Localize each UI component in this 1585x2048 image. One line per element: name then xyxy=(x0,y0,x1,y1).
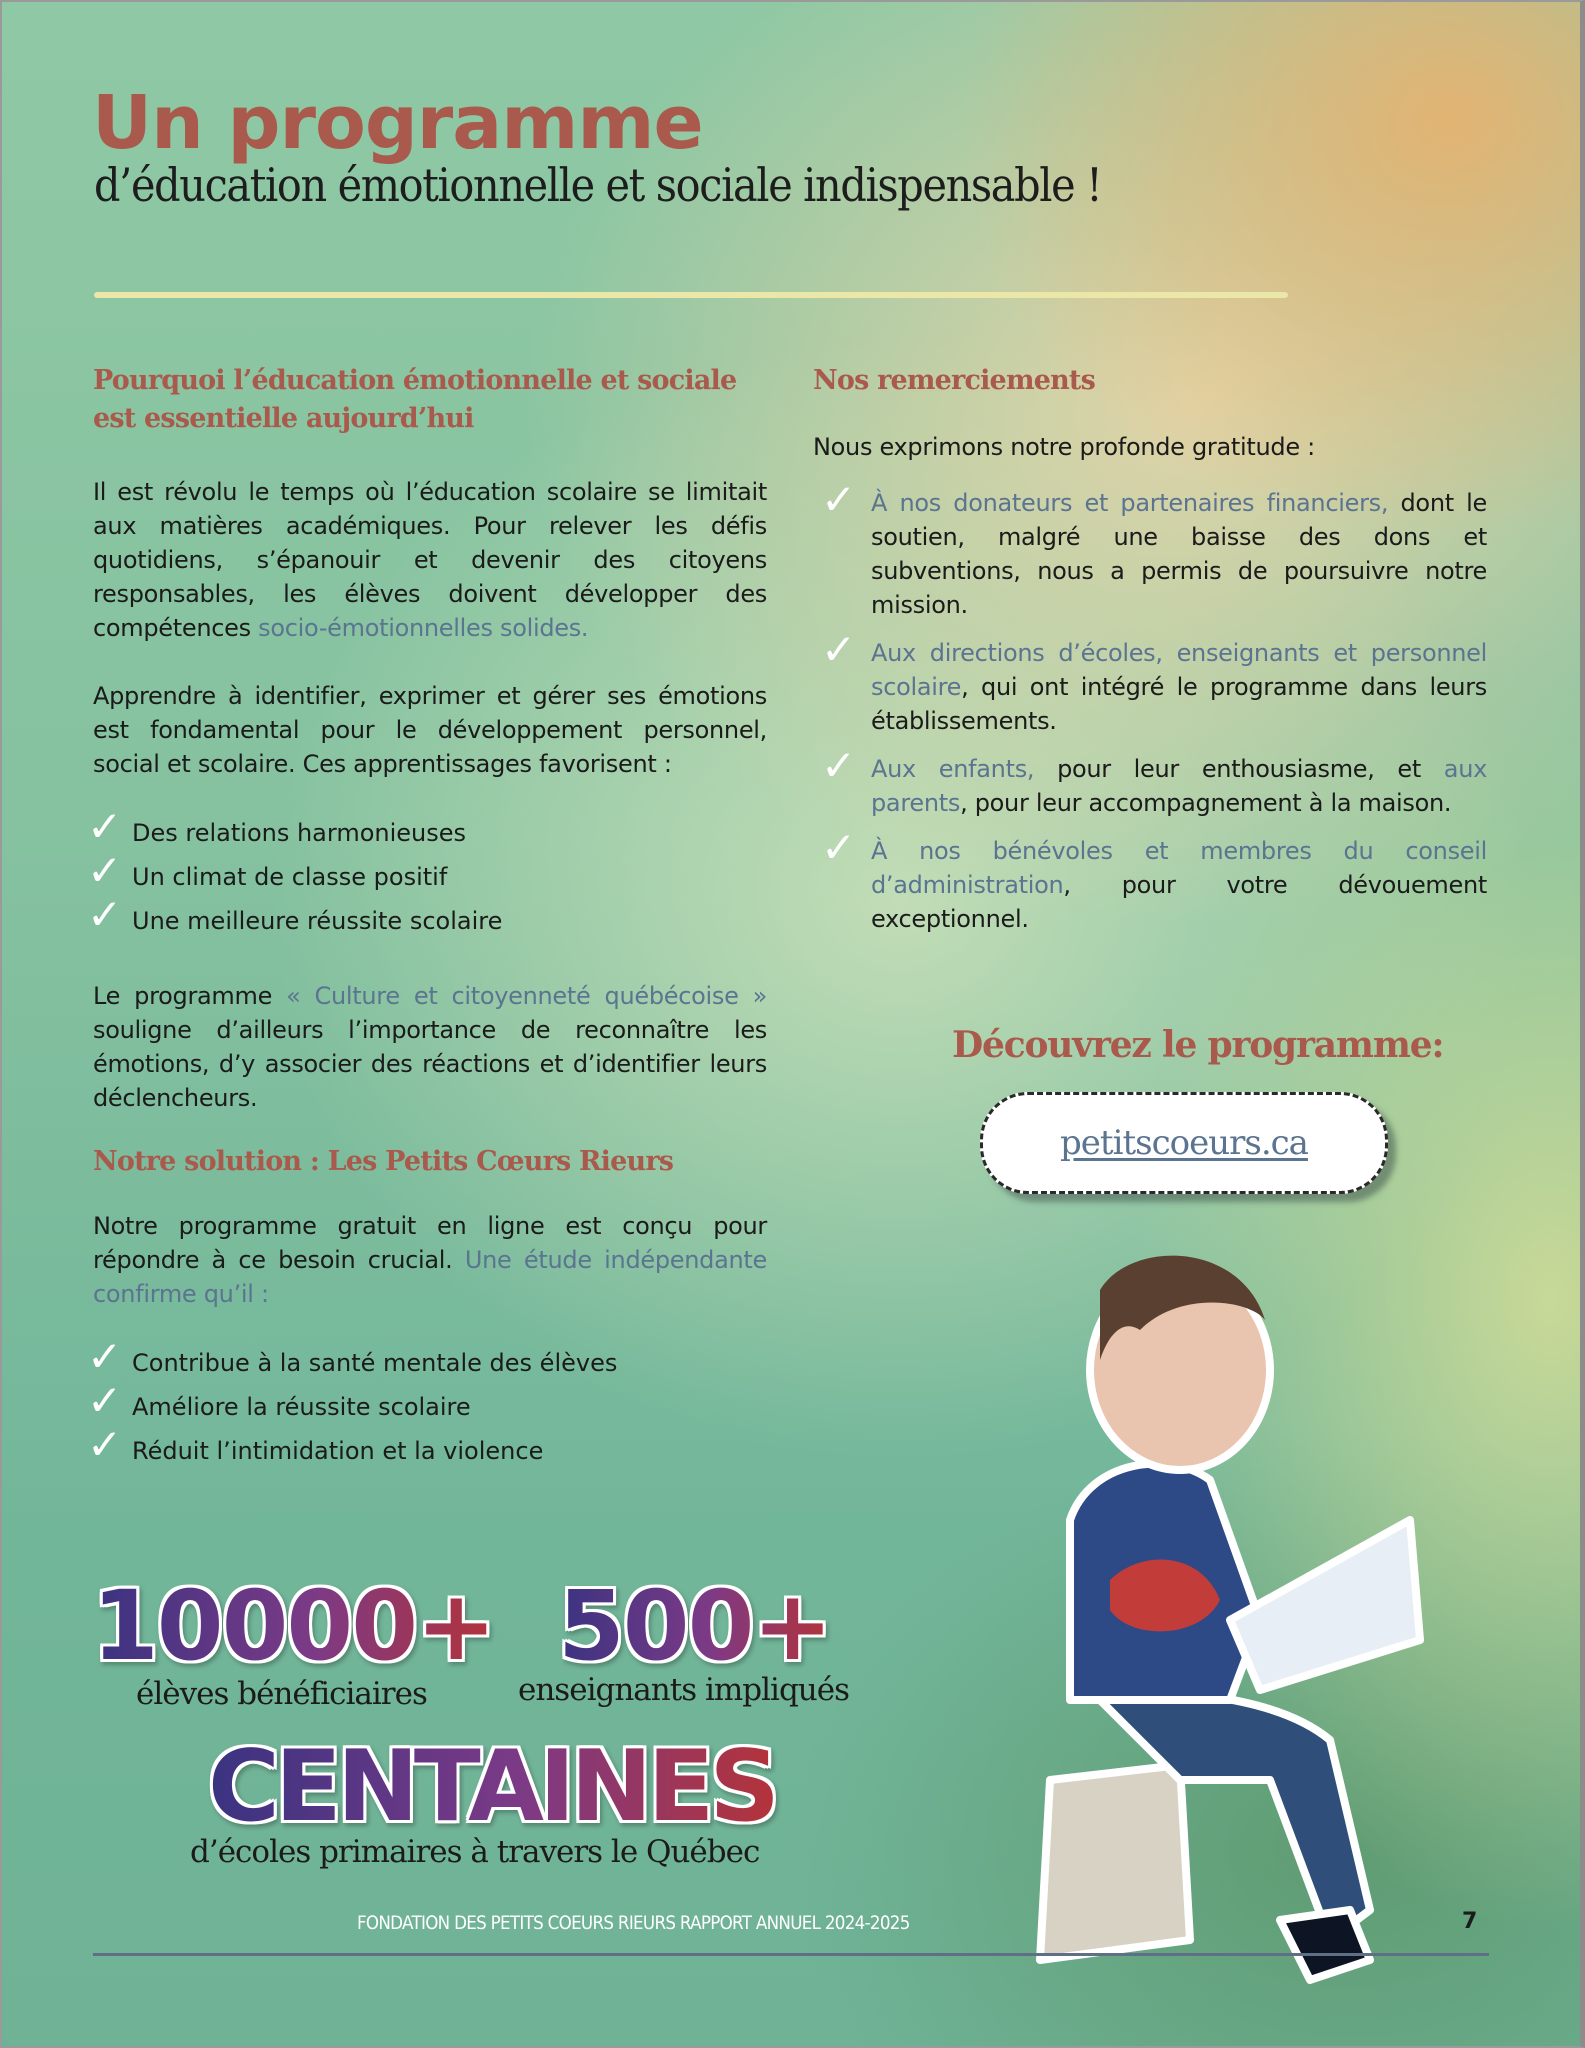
right-column xyxy=(813,362,1487,950)
list-item xyxy=(813,823,1487,936)
list-item-label: Une meilleure réussite scolaire xyxy=(132,907,503,935)
thanks-recipient: Aux directions d’écoles, enseignants et personnel scolaire xyxy=(871,639,1487,701)
discover-heading: Découvrez le programme: xyxy=(952,1024,1444,1066)
list-item xyxy=(87,802,767,855)
thanks-reason: dont le soutien, malgré une baisse des dons et subventions, nous a permis de poursuivre notre mission. xyxy=(871,489,1487,619)
page-subtitle: d’éducation émotionnelle et sociale indispensable ! xyxy=(94,158,1102,212)
thanks-reason: , pour leur accompagnement à la maison. xyxy=(960,789,1452,817)
child-reading-image xyxy=(1030,1220,1450,2000)
thanks-recipient: Aux enfants, xyxy=(871,755,1035,783)
list-item xyxy=(87,846,767,899)
stat-students-label: élèves bénéficiaires xyxy=(136,1676,427,1712)
benefits-list xyxy=(87,802,767,943)
results-list xyxy=(87,1332,767,1473)
list-item xyxy=(87,1332,767,1385)
list-item-label: Des relations harmonieuses xyxy=(132,819,467,847)
thanks-list xyxy=(813,475,1488,936)
check-icon: ✓ xyxy=(821,625,856,674)
stat-schools-label: d’écoles primaires à travers le Québec xyxy=(190,1834,760,1870)
thanks-reason: pour leur enthousiasme, et xyxy=(1034,755,1444,783)
why-paragraph-text: Il est révolu le temps où l’éducation scolaire se limitait aux matières académiques. Pour relever les défis quotidiens, s’épanouir et devenir des citoyens responsables, les élèves doivent développer des compétences xyxy=(93,478,767,642)
title-divider xyxy=(94,292,1288,298)
list-item-label: Améliore la réussite scolaire xyxy=(132,1393,471,1421)
check-icon: ✓ xyxy=(87,802,123,851)
stat-teachers-value: 500+ xyxy=(558,1570,831,1682)
list-item xyxy=(813,741,1488,820)
list-item xyxy=(87,1420,767,1473)
footer-rule xyxy=(93,1953,1489,1956)
list-item xyxy=(87,1376,767,1429)
check-icon: ✓ xyxy=(821,823,856,872)
solution-text: Notre programme gratuit en ligne est conçu pour répondre à ce besoin crucial. xyxy=(93,1212,767,1274)
stat-schools-value: CENTAINES xyxy=(208,1730,775,1844)
thanks-heading: Nos remerciements xyxy=(813,365,1095,396)
books-stack xyxy=(1040,1765,1190,1960)
solution-paragraph xyxy=(93,1209,767,1311)
left-column xyxy=(87,362,767,1473)
open-book xyxy=(1230,1520,1420,1690)
list-item-label: Réduit l’intimidation et la violence xyxy=(132,1437,544,1465)
page-number: 7 xyxy=(1462,1909,1478,1934)
check-icon: ✓ xyxy=(87,1420,123,1469)
list-item-label: Un climat de classe positif xyxy=(132,863,448,891)
check-icon: ✓ xyxy=(87,890,123,939)
curriculum-text-after: souligne d’ailleurs l’importance de reconnaître les émotions, d’y associer des réactions et d’identifier leurs déclencheurs. xyxy=(93,1016,767,1112)
why-heading: Pourquoi l’éducation émotionnelle et sociale est essentielle aujourd’hui xyxy=(93,365,737,434)
thanks-recipient: aux parents xyxy=(871,755,1488,817)
curriculum-paragraph xyxy=(93,979,767,1115)
thanks-intro: Nous exprimons notre profonde gratitude : xyxy=(813,433,1315,461)
curriculum-text-before: Le programme xyxy=(93,982,287,1010)
check-icon: ✓ xyxy=(821,475,856,524)
page-title: Un programme xyxy=(92,80,703,166)
list-item xyxy=(813,625,1487,738)
solution-highlight: Une étude indépendante confirme qu’il : xyxy=(93,1246,767,1308)
child-sock xyxy=(1280,1910,1370,1980)
stat-students-value: 10000+ xyxy=(92,1570,495,1682)
check-icon: ✓ xyxy=(87,846,123,895)
thanks-reason: , qui ont intégré le programme dans leurs établissements. xyxy=(871,673,1487,735)
footer-text: FONDATION DES PETITS COEURS RIEURS RAPPORT ANNUEL 2024-2025 xyxy=(357,1912,910,1934)
list-item-label: Contribue à la santé mentale des élèves xyxy=(132,1349,618,1377)
list-item xyxy=(813,475,1487,622)
website-link-button[interactable] xyxy=(980,1092,1388,1194)
check-icon: ✓ xyxy=(821,741,856,790)
thanks-reason: , pour votre dévouement exceptionnel. xyxy=(871,871,1487,933)
stat-teachers-label: enseignants impliqués xyxy=(518,1672,850,1708)
website-link[interactable]: petitscoeurs.ca xyxy=(1060,1123,1308,1163)
check-icon: ✓ xyxy=(87,1332,123,1381)
thanks-recipient: À nos bénévoles et membres du conseil d’administration xyxy=(871,837,1487,899)
curriculum-program-name: « Culture et citoyenneté québécoise » xyxy=(286,982,767,1010)
solution-heading: Notre solution : Les Petits Cœurs Rieurs xyxy=(93,1146,674,1177)
why-paragraph xyxy=(93,475,767,645)
check-icon: ✓ xyxy=(87,1376,123,1425)
learning-paragraph: Apprendre à identifier, exprimer et gérer ses émotions est fondamental pour le développement personnel, social et scolaire. Ces apprentissages favorisent : xyxy=(93,682,767,778)
thanks-recipient: À nos donateurs et partenaires financiers, xyxy=(871,489,1389,517)
why-paragraph-highlight: socio-émotionnelles solides. xyxy=(258,614,589,642)
list-item xyxy=(87,890,767,943)
